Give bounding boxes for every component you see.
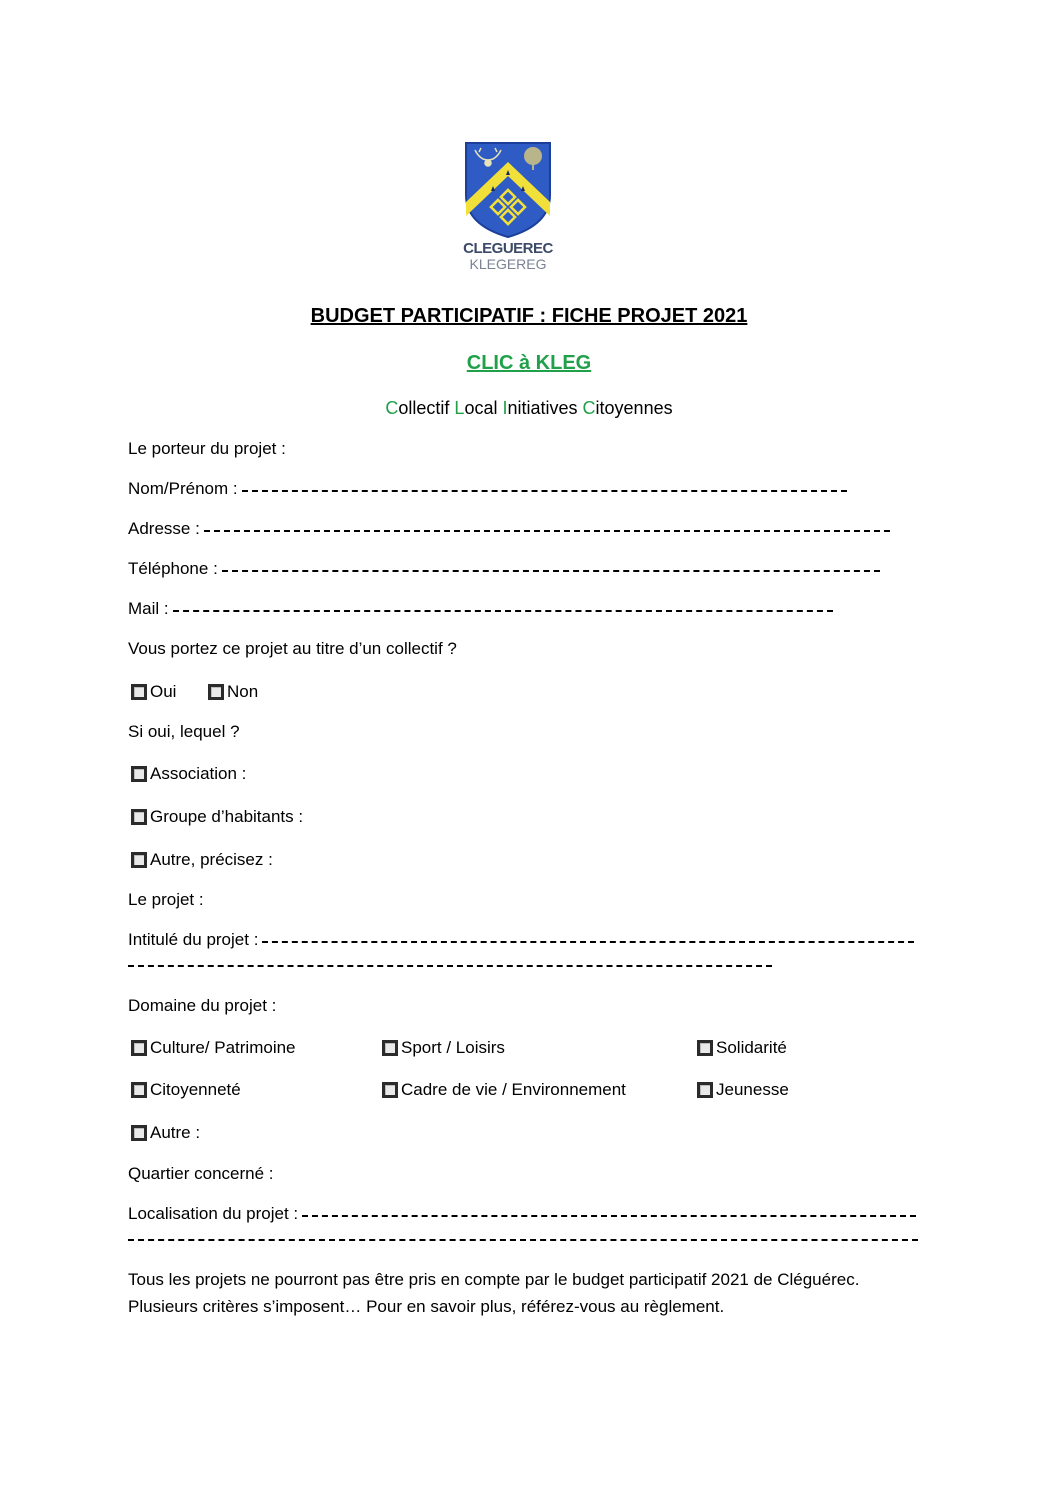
fill-in-line[interactable] <box>222 570 880 572</box>
quartier-label: Quartier concerné : <box>128 1164 274 1183</box>
checkbox-icon[interactable] <box>131 1082 147 1098</box>
checkbox-icon[interactable] <box>697 1082 713 1098</box>
acronym-word: ocal <box>464 398 503 418</box>
page-subtitle: CLIC à KLEG <box>466 352 592 374</box>
field-mail[interactable] <box>128 599 833 619</box>
acronym-word: itoyennes <box>595 398 673 418</box>
acronym-initial: L <box>454 398 465 418</box>
checkbox-culture-patrimoine[interactable] <box>131 1038 296 1058</box>
checkbox-label: Non <box>227 682 259 701</box>
checkbox-label: Sport / Loisirs <box>401 1038 505 1057</box>
field-label: Mail : <box>128 599 169 618</box>
logo-name-breton: KLEGEREG <box>469 256 547 272</box>
field-label: Téléphone : <box>128 559 218 578</box>
checkbox-label: Groupe d’habitants : <box>150 807 304 826</box>
fill-in-line[interactable] <box>302 1215 916 1217</box>
checkbox-label: Autre : <box>150 1123 201 1142</box>
checkbox-label: Culture/ Patrimoine <box>150 1038 296 1057</box>
acronym-initial: C <box>582 398 596 418</box>
field-nom-prenom[interactable] <box>128 479 847 499</box>
fill-in-line-continued[interactable] <box>128 1239 918 1241</box>
field-label: Localisation du projet : <box>128 1204 299 1223</box>
checkbox-label: Oui <box>150 682 177 701</box>
checkbox-label: Cadre de vie / Environnement <box>401 1080 626 1099</box>
checkbox-association[interactable] <box>131 764 246 784</box>
section-heading-projet: Le projet : <box>128 890 204 909</box>
checkbox-icon[interactable] <box>208 684 224 700</box>
field-intitule[interactable] <box>128 930 914 950</box>
checkbox-icon[interactable] <box>131 852 147 868</box>
checkbox-label: Autre, précisez : <box>150 850 273 869</box>
domaine-label: Domaine du projet : <box>128 996 277 1015</box>
checkbox-groupe-habitants[interactable] <box>131 807 303 827</box>
municipal-coat-of-arms-logo <box>463 140 553 275</box>
section-heading-porteur: Le porteur du projet : <box>128 439 286 458</box>
field-label: Intitulé du projet : <box>128 930 259 949</box>
field-telephone[interactable] <box>128 559 880 579</box>
fill-in-line-continued[interactable] <box>128 965 772 967</box>
checkbox-icon[interactable] <box>131 766 147 782</box>
checkbox-autre-precisez[interactable] <box>131 850 273 870</box>
footer-note <box>128 1266 859 1320</box>
fill-in-line[interactable] <box>262 941 914 943</box>
checkbox-icon[interactable] <box>382 1040 398 1056</box>
acronym-initial: C <box>385 398 399 418</box>
collectif-question: Vous portez ce projet au titre d’un collectif ? <box>128 639 457 658</box>
field-label: Adresse : <box>128 519 200 538</box>
checkbox-icon[interactable] <box>131 1125 147 1141</box>
fill-in-line[interactable] <box>242 490 847 492</box>
footer-line-1: Tous les projets ne pourront pas être pris en compte par le budget participatif 2021 de Cléguérec. <box>128 1270 860 1289</box>
acronym-initial: I <box>502 398 508 418</box>
checkbox-label: Jeunesse <box>716 1080 789 1099</box>
acronym-expansion <box>0 398 1058 419</box>
collectif-which-question: Si oui, lequel ? <box>128 722 240 741</box>
fill-in-line[interactable] <box>173 610 833 612</box>
checkbox-icon[interactable] <box>131 684 147 700</box>
fill-in-line[interactable] <box>204 530 890 532</box>
checkbox-citoyennete[interactable] <box>131 1080 241 1100</box>
footer-line-2: Plusieurs critères s’imposent… Pour en savoir plus, référez-vous au règlement. <box>128 1297 725 1316</box>
field-localisation[interactable] <box>128 1204 916 1224</box>
checkbox-sport-loisirs[interactable] <box>382 1038 505 1058</box>
checkbox-jeunesse[interactable] <box>697 1080 789 1100</box>
checkbox-icon[interactable] <box>131 1040 147 1056</box>
checkbox-oui[interactable] <box>131 682 176 702</box>
checkbox-solidarite[interactable] <box>697 1038 787 1058</box>
checkbox-icon[interactable] <box>697 1040 713 1056</box>
checkbox-icon[interactable] <box>131 809 147 825</box>
checkbox-non[interactable] <box>208 682 258 702</box>
field-adresse[interactable] <box>128 519 890 539</box>
page-title: BUDGET PARTICIPATIF : FICHE PROJET 2021 <box>310 305 748 327</box>
checkbox-icon[interactable] <box>382 1082 398 1098</box>
checkbox-label: Solidarité <box>716 1038 787 1057</box>
shield-icon <box>463 140 553 240</box>
acronym-word: ollectif <box>398 398 455 418</box>
checkbox-label: Association : <box>150 764 247 783</box>
checkbox-label: Citoyenneté <box>150 1080 241 1099</box>
checkbox-autre-domaine[interactable] <box>131 1123 200 1143</box>
logo-name-french: CLEGUEREC <box>463 240 553 257</box>
field-label: Nom/Prénom : <box>128 479 238 498</box>
checkbox-cadre-de-vie[interactable] <box>382 1080 626 1100</box>
acronym-word: nitiatives <box>507 398 583 418</box>
